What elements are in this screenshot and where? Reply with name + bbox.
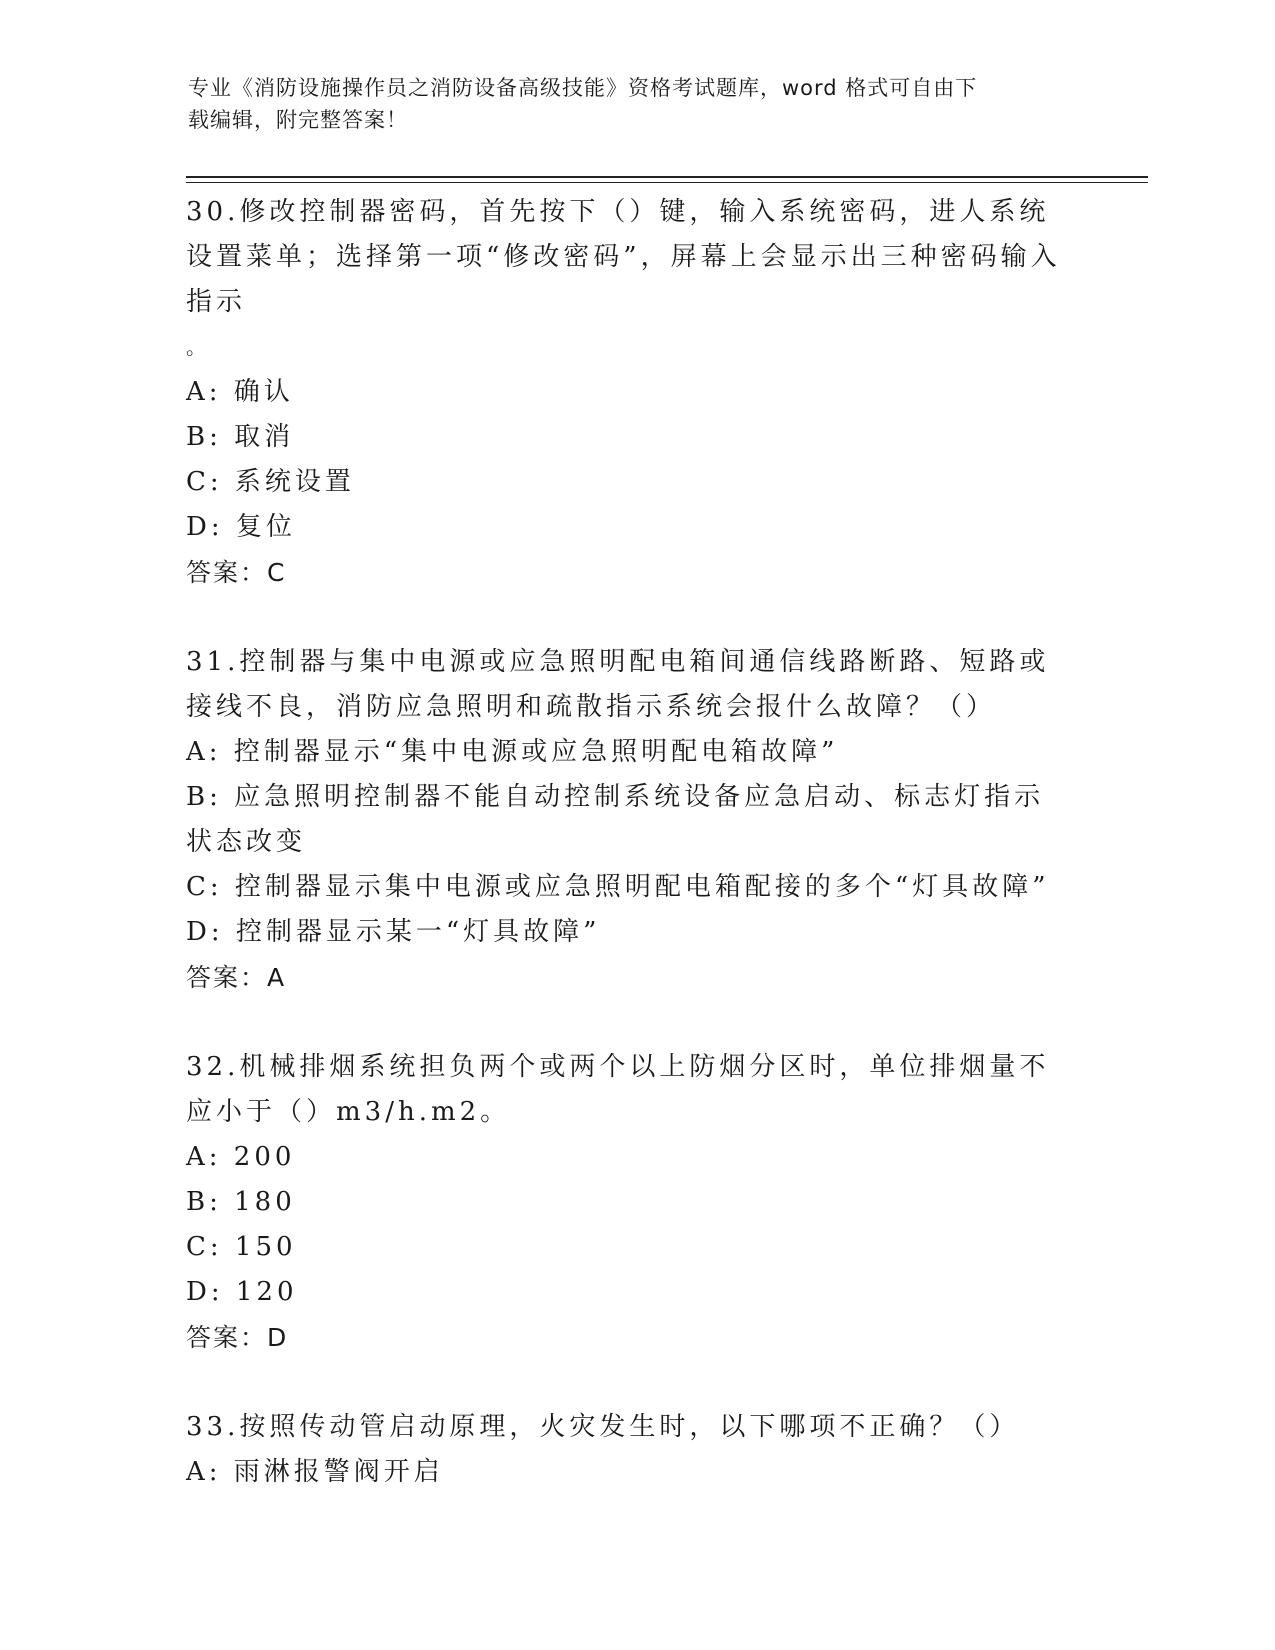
question-text: 31.控制器与集中电源或应急照明配电箱间通信线路断路、短路或接线不良，消防应急照明和疏散指示系统会报什么故障？（）	[186, 647, 1050, 722]
answer-label: 答案：A	[186, 963, 287, 992]
option-d: D: 控制器显示某一“灯具故障”	[186, 917, 601, 947]
question-32	[186, 1045, 1066, 1360]
option-a: A: 确认	[186, 377, 294, 407]
header-divider-thin	[186, 182, 1148, 183]
option-b: B: 取消	[186, 422, 295, 452]
option-c: C: 系统设置	[186, 467, 355, 497]
option-b: B: 180	[186, 1187, 296, 1217]
question-31	[186, 640, 1066, 1000]
option-c: C: 控制器显示集中电源或应急照明配电箱配接的多个“灯具故障”	[186, 872, 1050, 902]
answer-label: 答案：C	[186, 558, 287, 587]
option-a: A: 200	[186, 1142, 296, 1172]
option-d: D: 120	[186, 1277, 298, 1307]
question-text: 32.机械排烟系统担负两个或两个以上防烟分区时，单位排烟量不应小于（）m3/h.m2。	[186, 1052, 1050, 1127]
question-list	[186, 190, 1066, 1495]
header-intro-line-1: 专业《消防设施操作员之消防设备高级技能》资格考试题库，word 格式可自由下	[188, 76, 978, 100]
question-33	[186, 1405, 1066, 1495]
option-d: D: 复位	[186, 512, 296, 542]
header-divider-thick	[186, 176, 1148, 178]
question-text-tail: 。	[186, 335, 210, 359]
question-30	[186, 190, 1066, 595]
option-a: A: 雨淋报警阀开启	[186, 1457, 444, 1487]
option-b: B: 应急照明控制器不能自动控制系统设备应急启动、标志灯指示状态改变	[186, 782, 1045, 857]
answer-label: 答案：D	[186, 1323, 289, 1352]
option-c: C: 150	[186, 1232, 297, 1262]
option-a: A: 控制器显示“集中电源或应急照明配电箱故障”	[186, 737, 839, 767]
question-gap	[186, 1000, 1066, 1045]
question-text: 33.按照传动管启动原理，火灾发生时，以下哪项不正确？（）	[186, 1412, 1020, 1442]
document-header	[188, 72, 1088, 136]
question-gap	[186, 595, 1066, 640]
header-intro-line-2: 载编辑，附完整答案！	[188, 108, 408, 132]
question-gap	[186, 1360, 1066, 1405]
question-text: 30.修改控制器密码，首先按下（）键，输入系统密码，进人系统设置菜单；选择第一项“修改密码”，屏幕上会显示出三种密码输入指示	[186, 197, 1061, 317]
